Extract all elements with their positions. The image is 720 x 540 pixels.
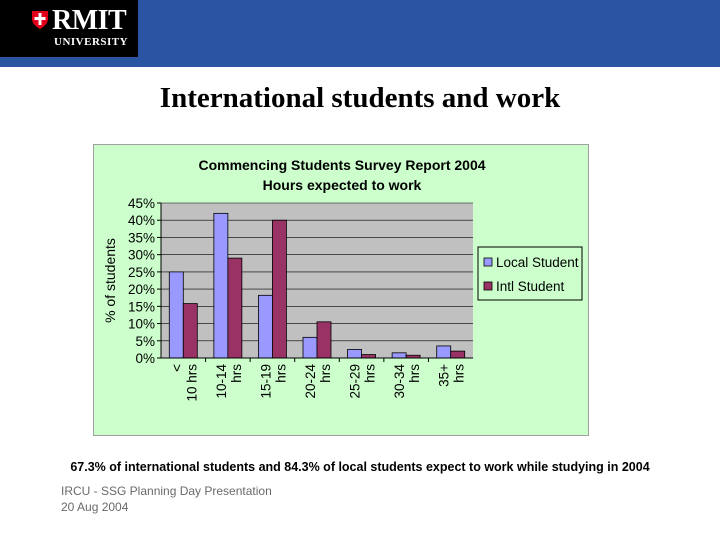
bar-local-student bbox=[258, 295, 272, 358]
bar-local-student bbox=[214, 213, 228, 358]
bar-intl-student bbox=[228, 258, 242, 358]
chart-subtitle: Hours expected to work bbox=[262, 177, 422, 193]
slide-caption: 67.3% of international students and 84.3% of local students expect to work while studying in 2004 bbox=[70, 460, 650, 474]
bar-local-student bbox=[169, 272, 183, 358]
bar-intl-student bbox=[317, 322, 331, 358]
legend-label-local: Local Student bbox=[496, 255, 579, 270]
svg-text:hrs: hrs bbox=[451, 364, 467, 383]
rmit-logo bbox=[0, 0, 138, 57]
chart-title: Commencing Students Survey Report 2004 bbox=[198, 157, 486, 173]
y-tick-label: 40% bbox=[127, 213, 155, 229]
svg-text:10 hrs: 10 hrs bbox=[184, 364, 200, 402]
svg-text:15-19: 15-19 bbox=[258, 364, 274, 399]
svg-text:30-34: 30-34 bbox=[392, 364, 408, 399]
svg-text:hrs: hrs bbox=[228, 364, 244, 383]
chart-container bbox=[93, 144, 589, 436]
svg-text:hrs: hrs bbox=[407, 364, 423, 383]
y-tick-label: 5% bbox=[135, 333, 155, 349]
logo-subtext: UNIVERSITY bbox=[54, 36, 129, 48]
y-tick-label: 30% bbox=[127, 247, 155, 263]
bar-local-student bbox=[437, 346, 451, 358]
bar-intl-student bbox=[451, 351, 465, 358]
y-tick-label: 15% bbox=[127, 299, 155, 315]
bar-local-student bbox=[392, 353, 406, 358]
x-tick-label bbox=[437, 364, 467, 387]
legend-swatch-intl bbox=[484, 282, 492, 290]
bar-local-student bbox=[348, 349, 362, 358]
footer-presentation: IRCU - SSG Planning Day Presentation bbox=[61, 484, 272, 498]
bar-intl-student bbox=[362, 355, 376, 358]
y-tick-label: 25% bbox=[127, 264, 155, 280]
y-tick-label: 35% bbox=[127, 230, 155, 246]
y-tick-label: 45% bbox=[127, 196, 155, 211]
svg-text:hrs: hrs bbox=[362, 364, 378, 383]
bar-intl-student bbox=[183, 304, 197, 358]
svg-text:20-24: 20-24 bbox=[303, 364, 318, 399]
bar-chart bbox=[93, 144, 589, 436]
y-axis-label: % of students bbox=[102, 238, 118, 323]
svg-text:hrs: hrs bbox=[273, 364, 289, 383]
y-tick-label: 0% bbox=[135, 351, 155, 366]
logo-text: RMIT bbox=[52, 5, 127, 36]
legend-label-intl: Intl Student bbox=[496, 279, 565, 294]
svg-text:<: < bbox=[169, 364, 185, 372]
svg-text:35+: 35+ bbox=[436, 364, 452, 387]
bar-intl-student bbox=[272, 220, 286, 358]
slide-title: International students and work bbox=[159, 82, 561, 114]
svg-text:hrs: hrs bbox=[318, 364, 333, 383]
svg-text:10-14: 10-14 bbox=[213, 364, 229, 399]
y-tick-label: 10% bbox=[127, 316, 155, 332]
footer-date: 20 Aug 2004 bbox=[61, 500, 129, 514]
bar-local-student bbox=[303, 337, 317, 358]
y-tick-label: 20% bbox=[127, 282, 155, 298]
legend-swatch-local bbox=[484, 258, 492, 266]
rmit-shield-icon bbox=[31, 10, 49, 30]
svg-text:25-29: 25-29 bbox=[347, 364, 363, 399]
legend bbox=[478, 247, 582, 300]
